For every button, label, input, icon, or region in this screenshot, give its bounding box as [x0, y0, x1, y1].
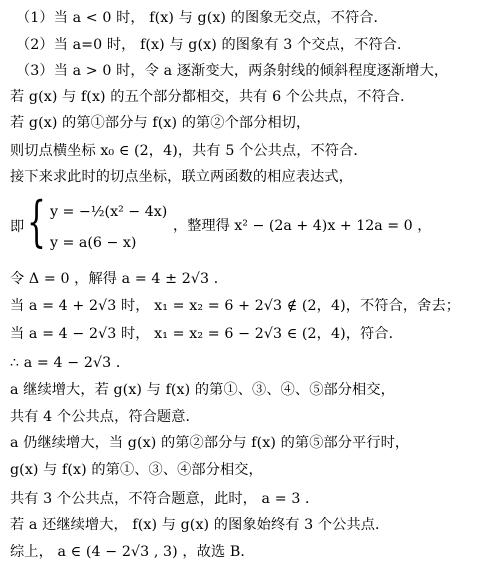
- solve-intro-line: 接下来求此时的切点坐标，联立两函数的相应表达式，: [10, 169, 353, 185]
- accept-line: 当 a = 4 − 2√3 时， x₁ = x₂ = 6 − 2√3 ∈ (2，4)，符合．: [10, 326, 403, 342]
- three-points-line: 共有 3 个公共点，不符合题意，此时， a = 3 ．: [10, 491, 320, 507]
- therefore-line: ∴ a = 4 − 2√3 ．: [10, 355, 131, 371]
- six-points-line: 若 g(x) 与 f(x) 的五个部分都相交，共有 6 个公共点，不符合．: [10, 89, 415, 105]
- system-prefix: 即: [10, 219, 25, 235]
- equation-system: [10, 190, 480, 259]
- three-parts-line: g(x) 与 f(x) 的第①、③、④部分相交，: [10, 462, 263, 478]
- four-parts-line: a 继续增大，若 g(x) 与 f(x) 的第①、③、④、⑤部分相交，: [10, 382, 395, 398]
- case-2-line: （2）当 a=0 时， f(x) 与 g(x) 的图象有 3 个交点，不符合．: [16, 37, 412, 53]
- system-equation-1: y = −½(x² − 4x): [50, 204, 168, 220]
- continue-line: 若 a 还继续增大， f(x) 与 g(x) 的图象始终有 3 个公共点．: [10, 517, 390, 533]
- discriminant-line: 令 Δ = 0 ，解得 a = 4 ± 2√3 ．: [10, 271, 229, 287]
- reject-line: 当 a = 4 + 2√3 时， x₁ = x₂ = 6 + 2√3 ∉ (2，4)，不符合，舍去；: [10, 298, 461, 314]
- tangent-x0-line: 则切点横坐标 x₀ ∈ (2，4)，共有 5 个公共点，不符合．: [10, 143, 368, 159]
- tangent-line: 若 g(x) 的第①部分与 f(x) 的第②个部分相切，: [10, 115, 311, 131]
- parallel-line: a 仍继续增大，当 g(x) 的第②部分与 f(x) 的第⑤部分平行时，: [10, 435, 410, 451]
- case-3-line: （3）当 a > 0 时，令 a 逐渐变大，两条射线的倾斜程度逐渐增大，: [16, 63, 449, 79]
- case-1-line: （1）当 a < 0 时， f(x) 与 g(x) 的图象无交点，不符合．: [16, 10, 388, 26]
- system-result: ，整理得 x² − (2a + 4)x + 12a = 0 ，: [173, 218, 432, 234]
- system-brace: {: [27, 190, 46, 253]
- four-points-line: 共有 4 个公共点，符合题意．: [10, 409, 200, 425]
- system-equation-2: y = a(6 − x): [50, 235, 137, 251]
- conclusion-line: 综上， a ∈ (4 − 2√3 , 3) ，故选 B．: [10, 544, 255, 560]
